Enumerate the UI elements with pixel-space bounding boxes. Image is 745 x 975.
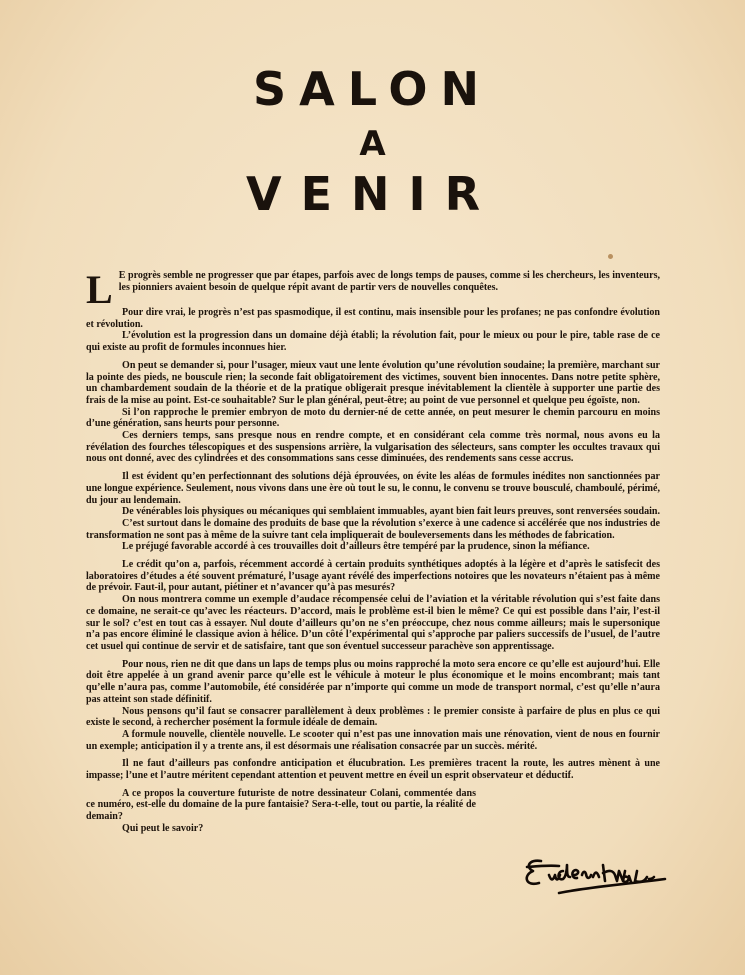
paragraph-7: Il est évident qu’en perfectionnant des solutions déjà éprouvées, on évite les aléas de formules inédites non sanctionnées par une longue expérience. Seulement, nous vivons dans une ère où tout le su, le connu, le convenu se trouve bousculé, chamboulé, périmé, du jour au lendemain. [86,471,660,506]
paragraph-4: On peut se demander si, pour l’usager, mieux vaut une lente évolution qu’une révolution soudaine; la première, marchant sur la pointe des pieds, ne bouscule rien; la seconde fait obligatoirement des victimes, souvent bien innocentes. Dans notre petite sphère, un chambardement soudain de la théorie et de la pratique obligerait presque inévitablement la clientèle à supporter une partie des frais de la mise au point. Est-ce souhaitable? Sur le plan général, peut-être; au point de vue personnel et quelque peu égoïste, non. [86,359,660,406]
paragraph-16: Il ne faut d’ailleurs pas confondre anticipation et élucubration. Les premières tracent la route, les autres mènent à une impasse; l’une et l’autre méritent cependant attention et peuvent mettre en éveil un esprit observateur et déductif. [86,758,660,782]
paragraph-8: De vénérables lois physiques ou mécaniques qui semblaient immuables, ayant bien fait leurs preuves, sont renversées soudain. [122,506,661,518]
paragraph-15: A formule nouvelle, clientèle nouvelle. Le scooter qui n’est pas une innovation mais une rénovation, vient de nous en fournir un exemple; anticipation il y a trente ans, il est désormais une réalisation consacrée par un succès. mérité. [86,728,660,752]
paragraph-3: L’évolution est la progression dans un domaine déjà établi; la révolution fait, pour le mieux ou pour le pire, table rase de ce qui existe au profit de formules inconnues hier. [86,330,660,354]
paragraph-18: Qui peut le savoir? [122,822,204,834]
article-body [86,267,661,835]
title-line-2: A [359,124,386,164]
paragraph-11: Le crédit qu’on a, parfois, récemment accordé à certain produits synthétiques adoptés à la légère et d’après le satisfecit des laboratoires d’études a été souvent prématuré, l’usage ayant révélé des imperfections notoires que les novateurs n’étaient pas à même de prévoir. Faut-il, pour autant, piétiner et n’avancer qu’à pas mesurés? [86,559,660,594]
paragraph-1-text: E progrès semble ne progresser que par étapes, parfois avec de longs temps de pauses, comme si les chercheurs, les inventeurs, les pionniers avaient besoin de quelque répit avant de partir vers de nouvelles conquêtes. [118,270,660,293]
paragraph-5: Si l’on rapproche le premier embryon de moto du dernier-né de cette année, on peut mesurer le chemin parcouru en moins d’une génération, sans heurts pour personne. [86,406,660,430]
ink-spot [608,254,613,259]
title-line-3: VENIR [245,167,500,221]
paragraph-6: Ces derniers temps, sans presque nous en rendre compte, et en considérant cela comme très normal, nous avons eu la révélation des fourches télescopiques et des suspensions arrière, la vulgarisation des sélecteurs, sans compter les occultes travaux qui nous ont donné, avec des cylindrées et des consommations sans cesse diminuées, des rendements sans cesse accrus. [86,430,660,465]
paragraph-1 [86,267,660,312]
paragraph-10: Le préjugé favorable accordé à ces trouvailles doit d’ailleurs être tempéré par la prudence, sinon la méfiance. [122,541,590,553]
paragraph-14: Nous pensons qu’il faut se consacrer parallèlement à deux problèmes : le premier consiste à parfaire de plus en plus ce qui existe le second, à rechercher posément la formule idéale de demain. [86,705,660,729]
drop-cap: L [86,267,113,312]
closing-block [86,788,660,835]
paragraph-17: A ce propos la couverture futuriste de notre dessinateur Colani, commentée dans ce numéro, est-elle du domaine de la pure fantaisie? Sera-t-elle, tout ou partie, la réalité de demain? [86,787,476,823]
paragraph-2: Pour dire vrai, le progrès n’est pas spasmodique, il est continu, mais insensible pour les profanes; ne pas confondre évolution et révolution. [86,307,660,330]
title-line-1: SALON [252,62,492,116]
paragraph-9: C’est surtout dans le domaine des produits de base que la révolution s’exerce à une cadence si accélérée que nos industries de transformation ne sont pas à même de la suivre tant cela impliquerait de bouleversements dans les méthodes de fabrication. [86,517,660,541]
paragraph-12: On nous montrera comme un exemple d’audace récompensée celui de l’aviation et la véritable révolution qui s’est faite dans ce domaine, ne serait-ce qu’avec les réacteurs. D’accord, mais le problème est-il bien le même? Ce qui est possible dans l’air, l’est-il sur le sol? c’est en tout cas à essayer. Nul doute d’ailleurs qu’on ne s’en préoccupe, chez nous comme ailleurs; mais le supersonique n’a pas encore éliminé le classique avion à hélice. D’un côté l’expérimental qui s’approche par paliers successifs de l’usuel, de l’autre cet usuel qui continue de servir et de satisfaire, tant que son éventuel successeur parachève son apprentissage. [86,594,660,652]
handwritten-signature-icon [519,853,669,903]
paragraph-13: Pour nous, rien ne dit que dans un laps de temps plus ou moins rapproché la moto sera encore ce qu’elle est aujourd’hui. Elle doit être appelée à un grand avenir parce qu’elle est le véhicule à moteur le plus économique et le moins encombrant; mais tant qu’elle n’aura pas, comme l’automobile, été considérée par n’importe qui comme un mode de transport normal, c’est qu’elle n’aura pas atteint son stade définitif. [86,658,660,705]
